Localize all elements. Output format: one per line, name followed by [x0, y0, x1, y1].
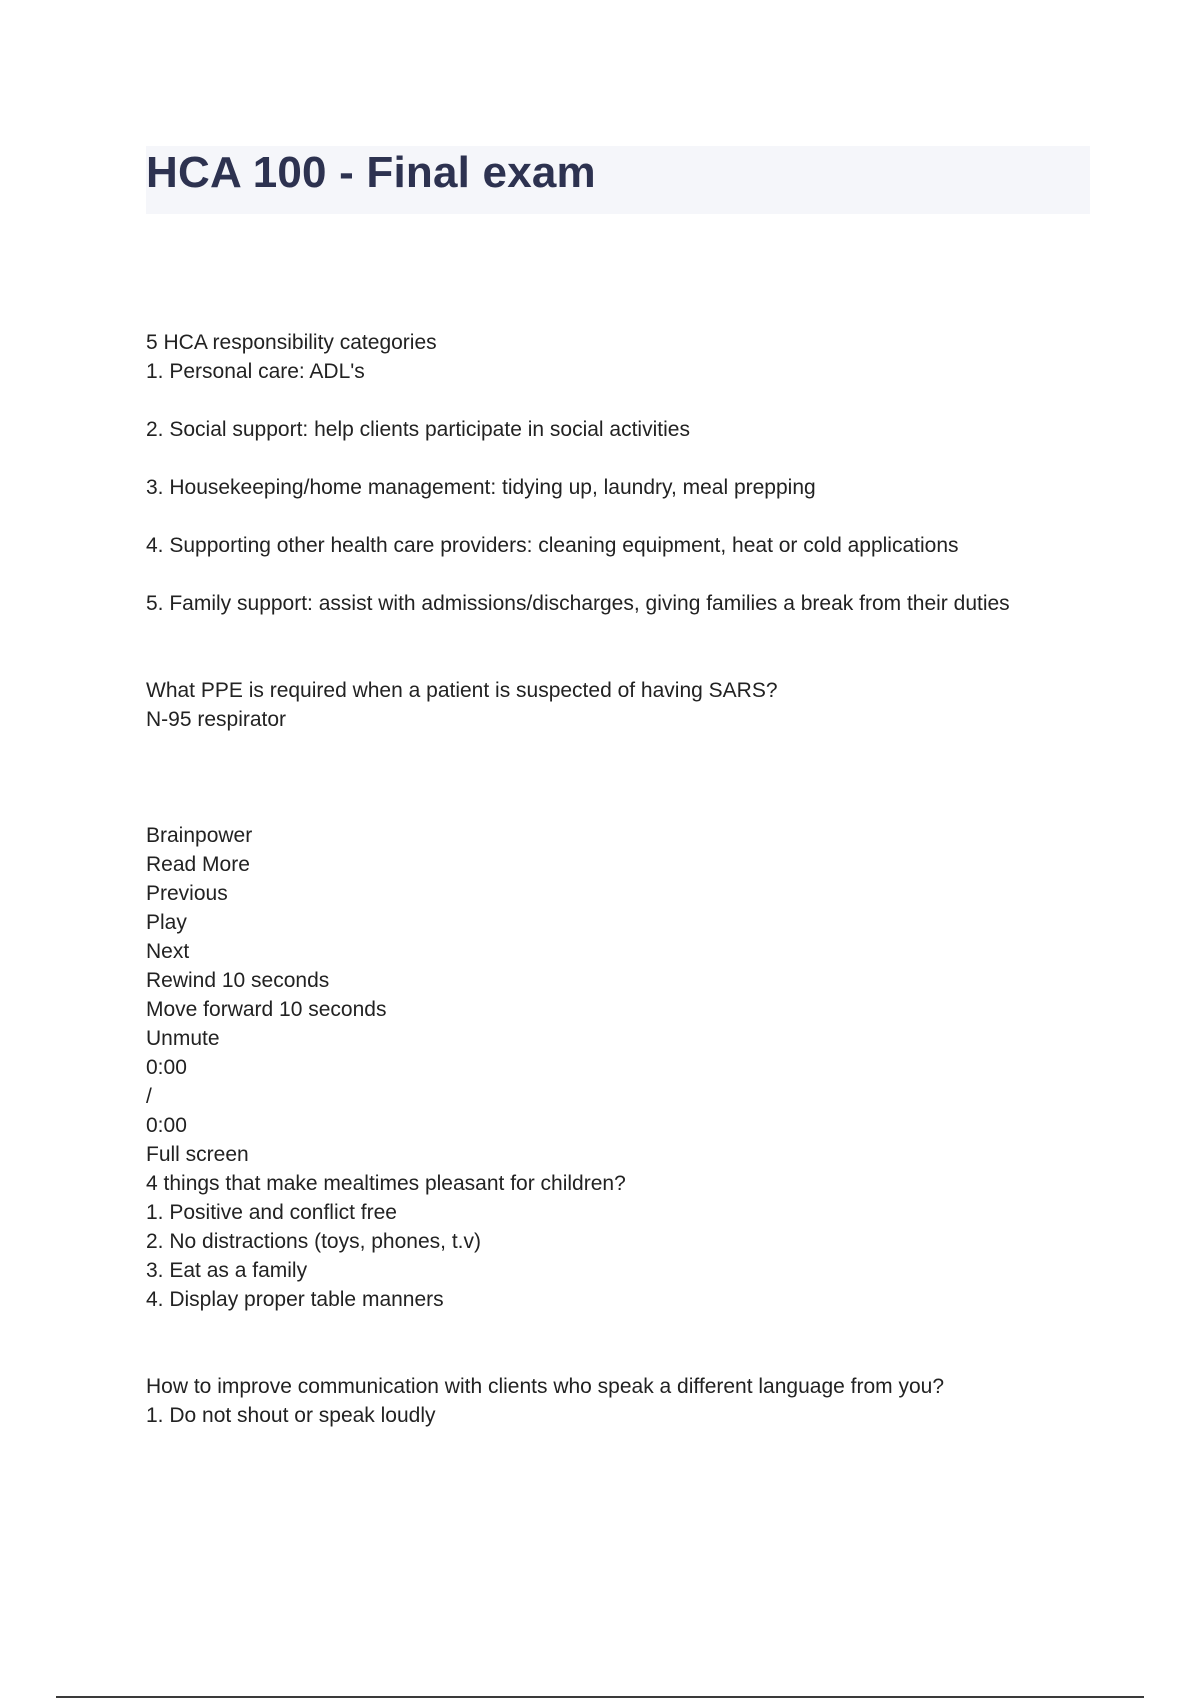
ppe-section [146, 676, 1090, 734]
unmute-button[interactable]: Unmute [146, 1027, 220, 1050]
fullscreen-button[interactable]: Full screen [146, 1143, 249, 1166]
responsibility-item: 3. Housekeeping/home management: tidying up, laundry, meal prepping [146, 476, 816, 499]
document-content [146, 328, 1090, 1430]
communication-item: 1. Do not shout or speak loudly [146, 1404, 436, 1427]
duration-time: 0:00 [146, 1114, 187, 1137]
next-button[interactable]: Next [146, 940, 190, 963]
responsibilities-section [146, 328, 1090, 618]
forward-button[interactable]: Move forward 10 seconds [146, 998, 387, 1021]
responsibilities-heading: 5 HCA responsibility categories [146, 331, 437, 354]
responsibility-item: 1. Personal care: ADL's [146, 360, 365, 383]
mealtimes-item: 1. Positive and conflict free [146, 1201, 397, 1224]
time-separator: / [146, 1085, 152, 1108]
previous-button[interactable]: Previous [146, 882, 228, 905]
play-button[interactable]: Play [146, 911, 187, 934]
media-player-controls [146, 821, 1090, 1169]
mealtimes-section [146, 1169, 1090, 1314]
mealtimes-question: 4 things that make mealtimes pleasant for children? [146, 1172, 626, 1195]
mealtimes-item: 3. Eat as a family [146, 1259, 308, 1282]
ppe-answer: N-95 respirator [146, 708, 287, 731]
read-more-link[interactable]: Read More [146, 853, 250, 876]
mealtimes-item: 2. No distractions (toys, phones, t.v) [146, 1230, 481, 1253]
page-bottom-rule [56, 1696, 1144, 1698]
media-brand-label: Brainpower [146, 824, 253, 847]
responsibility-item: 5. Family support: assist with admissions/discharges, giving families a break from their duties [146, 592, 1010, 615]
current-time: 0:00 [146, 1056, 187, 1079]
responsibility-item: 2. Social support: help clients participate in social activities [146, 418, 690, 441]
communication-question: How to improve communication with clients who speak a different language from you? [146, 1375, 945, 1398]
ppe-question: What PPE is required when a patient is suspected of having SARS? [146, 679, 778, 702]
rewind-button[interactable]: Rewind 10 seconds [146, 969, 330, 992]
mealtimes-item: 4. Display proper table manners [146, 1288, 444, 1311]
responsibility-item: 4. Supporting other health care providers: cleaning equipment, heat or cold applications [146, 534, 959, 557]
document-title: HCA 100 - Final exam [146, 148, 596, 197]
communication-section [146, 1372, 1090, 1430]
